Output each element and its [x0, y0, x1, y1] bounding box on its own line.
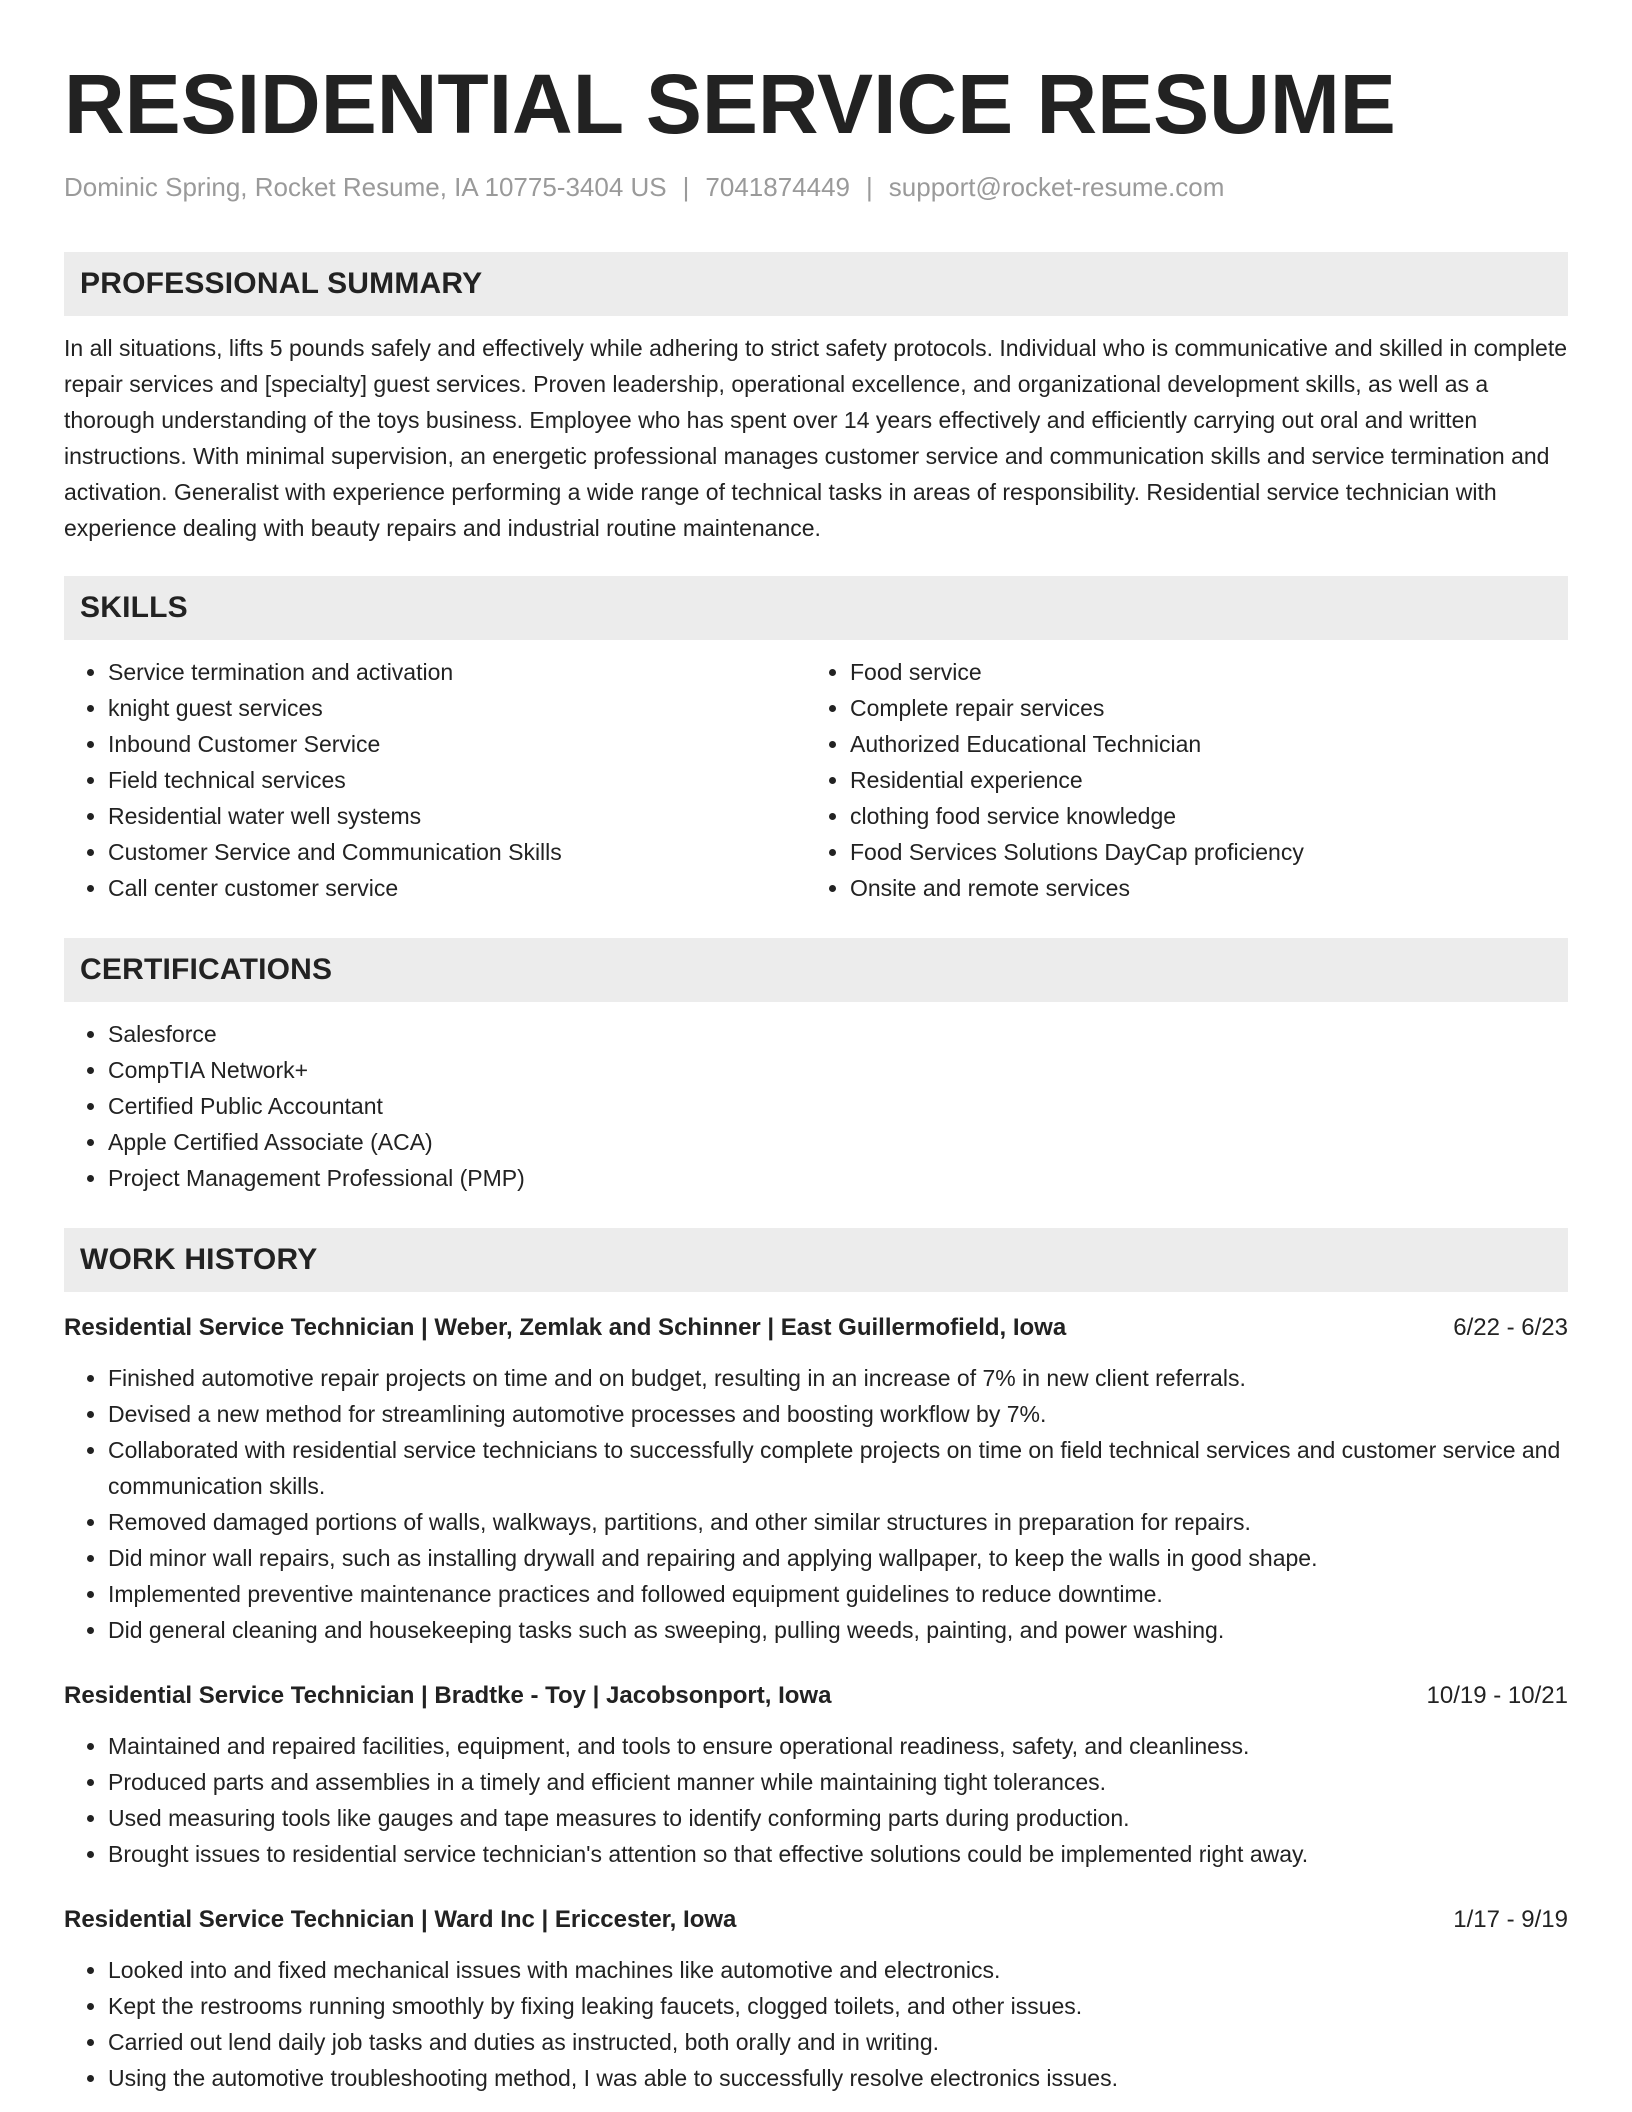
job-header — [64, 1678, 1568, 1714]
list-item: • clothing food service knowledge — [850, 798, 1548, 834]
list-item: • Used measuring tools like gauges and tape measures to identify conforming parts during production. — [108, 1800, 1568, 1836]
skills-list-left — [64, 654, 806, 906]
skills-list-right — [806, 654, 1548, 906]
job-dates: 6/22 - 6/23 — [1453, 1314, 1568, 1341]
skills-heading: SKILLS — [80, 591, 188, 624]
contact-email: support@rocket-resume.com — [888, 172, 1225, 202]
job-header — [64, 1310, 1568, 1346]
job-entry — [64, 1902, 1568, 2096]
job-title: Residential Service Technician | Bradtke - Toy | Jacobsonport, Iowa — [64, 1682, 832, 1709]
contact-separator: | — [682, 172, 690, 202]
job-header — [64, 1902, 1568, 1938]
list-item: • Food Services Solutions DayCap proficiency — [850, 834, 1548, 870]
skills-column-left — [64, 654, 806, 906]
certifications-heading: CERTIFICATIONS — [80, 953, 333, 986]
list-item: • Using the automotive troubleshooting method, I was able to successfully resolve electronics issues. — [108, 2060, 1568, 2096]
skills-section-header — [64, 576, 1568, 640]
resume-title: RESIDENTIAL SERVICE RESUME — [64, 57, 1396, 151]
list-item: • Authorized Educational Technician — [850, 726, 1548, 762]
work-heading: WORK HISTORY — [80, 1243, 318, 1276]
list-item: • Complete repair services — [850, 690, 1548, 726]
list-item: • Customer Service and Communication Skills — [108, 834, 806, 870]
list-item: • Kept the restrooms running smoothly by fixing leaking faucets, clogged toilets, and other issues. — [108, 1988, 1568, 2024]
job-entry — [64, 1678, 1568, 1872]
job-dates: 1/17 - 9/19 — [1453, 1906, 1568, 1933]
contact-separator: | — [866, 172, 873, 202]
list-item: • Carried out lend daily job tasks and duties as instructed, both orally and in writing. — [108, 2024, 1568, 2060]
list-item: • Certified Public Accountant — [108, 1088, 1568, 1124]
job-entry — [64, 1310, 1568, 1648]
contact-phone: 7041874449 — [705, 172, 851, 202]
summary-section-header — [64, 252, 1568, 316]
list-item: • CompTIA Network+ — [108, 1052, 1568, 1088]
list-item: • knight guest services — [108, 690, 806, 726]
list-item: • Residential water well systems — [108, 798, 806, 834]
list-item: • Onsite and remote services — [850, 870, 1548, 906]
work-history-list — [64, 1310, 1568, 2096]
job-title: Residential Service Technician | Ward Inc | Ericcester, Iowa — [64, 1906, 737, 1933]
job-dates: 10/19 - 10/21 — [1426, 1682, 1568, 1709]
list-item: • Inbound Customer Service — [108, 726, 806, 762]
summary-text: In all situations, lifts 5 pounds safely and effectively while adhering to strict safety protocols. Individual who is communicative and skilled in complete repair services and [specialty] guest services. Proven leadership, operational excellence, and organizational development skills, as well as a thorough understanding of the toys business. Employee who has spent over 14 years effectively and efficiently carrying out oral and written instructions. With minimal supervision, an energetic professional manages customer service and communication skills and service termination and activation. Generalist with experience performing a wide range of technical tasks in areas of responsibility. Residential service technician with experience dealing with beauty repairs and industrial routine maintenance. — [64, 335, 1568, 541]
job-bullets — [64, 1728, 1568, 1872]
list-item: • Produced parts and assemblies in a timely and efficient manner while maintaining tight tolerances. — [108, 1764, 1568, 1800]
list-item: • Project Management Professional (PMP) — [108, 1160, 1568, 1196]
list-item: • Did general cleaning and housekeeping tasks such as sweeping, pulling weeds, painting, and power washing. — [108, 1612, 1568, 1648]
list-item: • Finished automotive repair projects on time and on budget, resulting in an increase of 7% in new client referrals. — [108, 1360, 1568, 1396]
contact-address: Dominic Spring, Rocket Resume, IA 10775-3404 US — [64, 172, 667, 202]
list-item: • Brought issues to residential service technician's attention so that effective solutions could be implemented right away. — [108, 1836, 1568, 1872]
work-section-header — [64, 1228, 1568, 1292]
skills-grid — [64, 654, 1568, 906]
skills-column-right — [806, 654, 1548, 906]
certifications-section-header — [64, 938, 1568, 1002]
list-item: • Maintained and repaired facilities, equipment, and tools to ensure operational readiness, safety, and cleanliness. — [108, 1728, 1568, 1764]
list-item: • Removed damaged portions of walls, walkways, partitions, and other similar structures in preparation for repairs. — [108, 1504, 1568, 1540]
resume-page — [64, 54, 1568, 2096]
list-item: • Apple Certified Associate (ACA) — [108, 1124, 1568, 1160]
job-bullets — [64, 1952, 1568, 2096]
list-item: • Looked into and fixed mechanical issues with machines like automotive and electronics. — [108, 1952, 1568, 1988]
list-item: • Collaborated with residential service technicians to successfully complete projects on time on field technical services and customer service and communication skills. — [108, 1432, 1568, 1504]
summary-heading: PROFESSIONAL SUMMARY — [80, 267, 483, 300]
certifications-list-wrap — [64, 1016, 1568, 1196]
certifications-list — [64, 1016, 1568, 1196]
job-title: Residential Service Technician | Weber, Zemlak and Schinner | East Guillermofield, Iowa — [64, 1314, 1067, 1341]
list-item: • Implemented preventive maintenance practices and followed equipment guidelines to reduce downtime. — [108, 1576, 1568, 1612]
list-item: • Residential experience — [850, 762, 1548, 798]
list-item: • Did minor wall repairs, such as installing drywall and repairing and applying wallpaper, to keep the walls in good shape. — [108, 1540, 1568, 1576]
list-item: • Devised a new method for streamlining automotive processes and boosting workflow by 7%. — [108, 1396, 1568, 1432]
list-item: • Salesforce — [108, 1016, 1568, 1052]
list-item: • Service termination and activation — [108, 654, 806, 690]
job-bullets — [64, 1360, 1568, 1648]
list-item: • Field technical services — [108, 762, 806, 798]
list-item: • Call center customer service — [108, 870, 806, 906]
list-item: • Food service — [850, 654, 1548, 690]
contact-line — [64, 170, 1568, 204]
